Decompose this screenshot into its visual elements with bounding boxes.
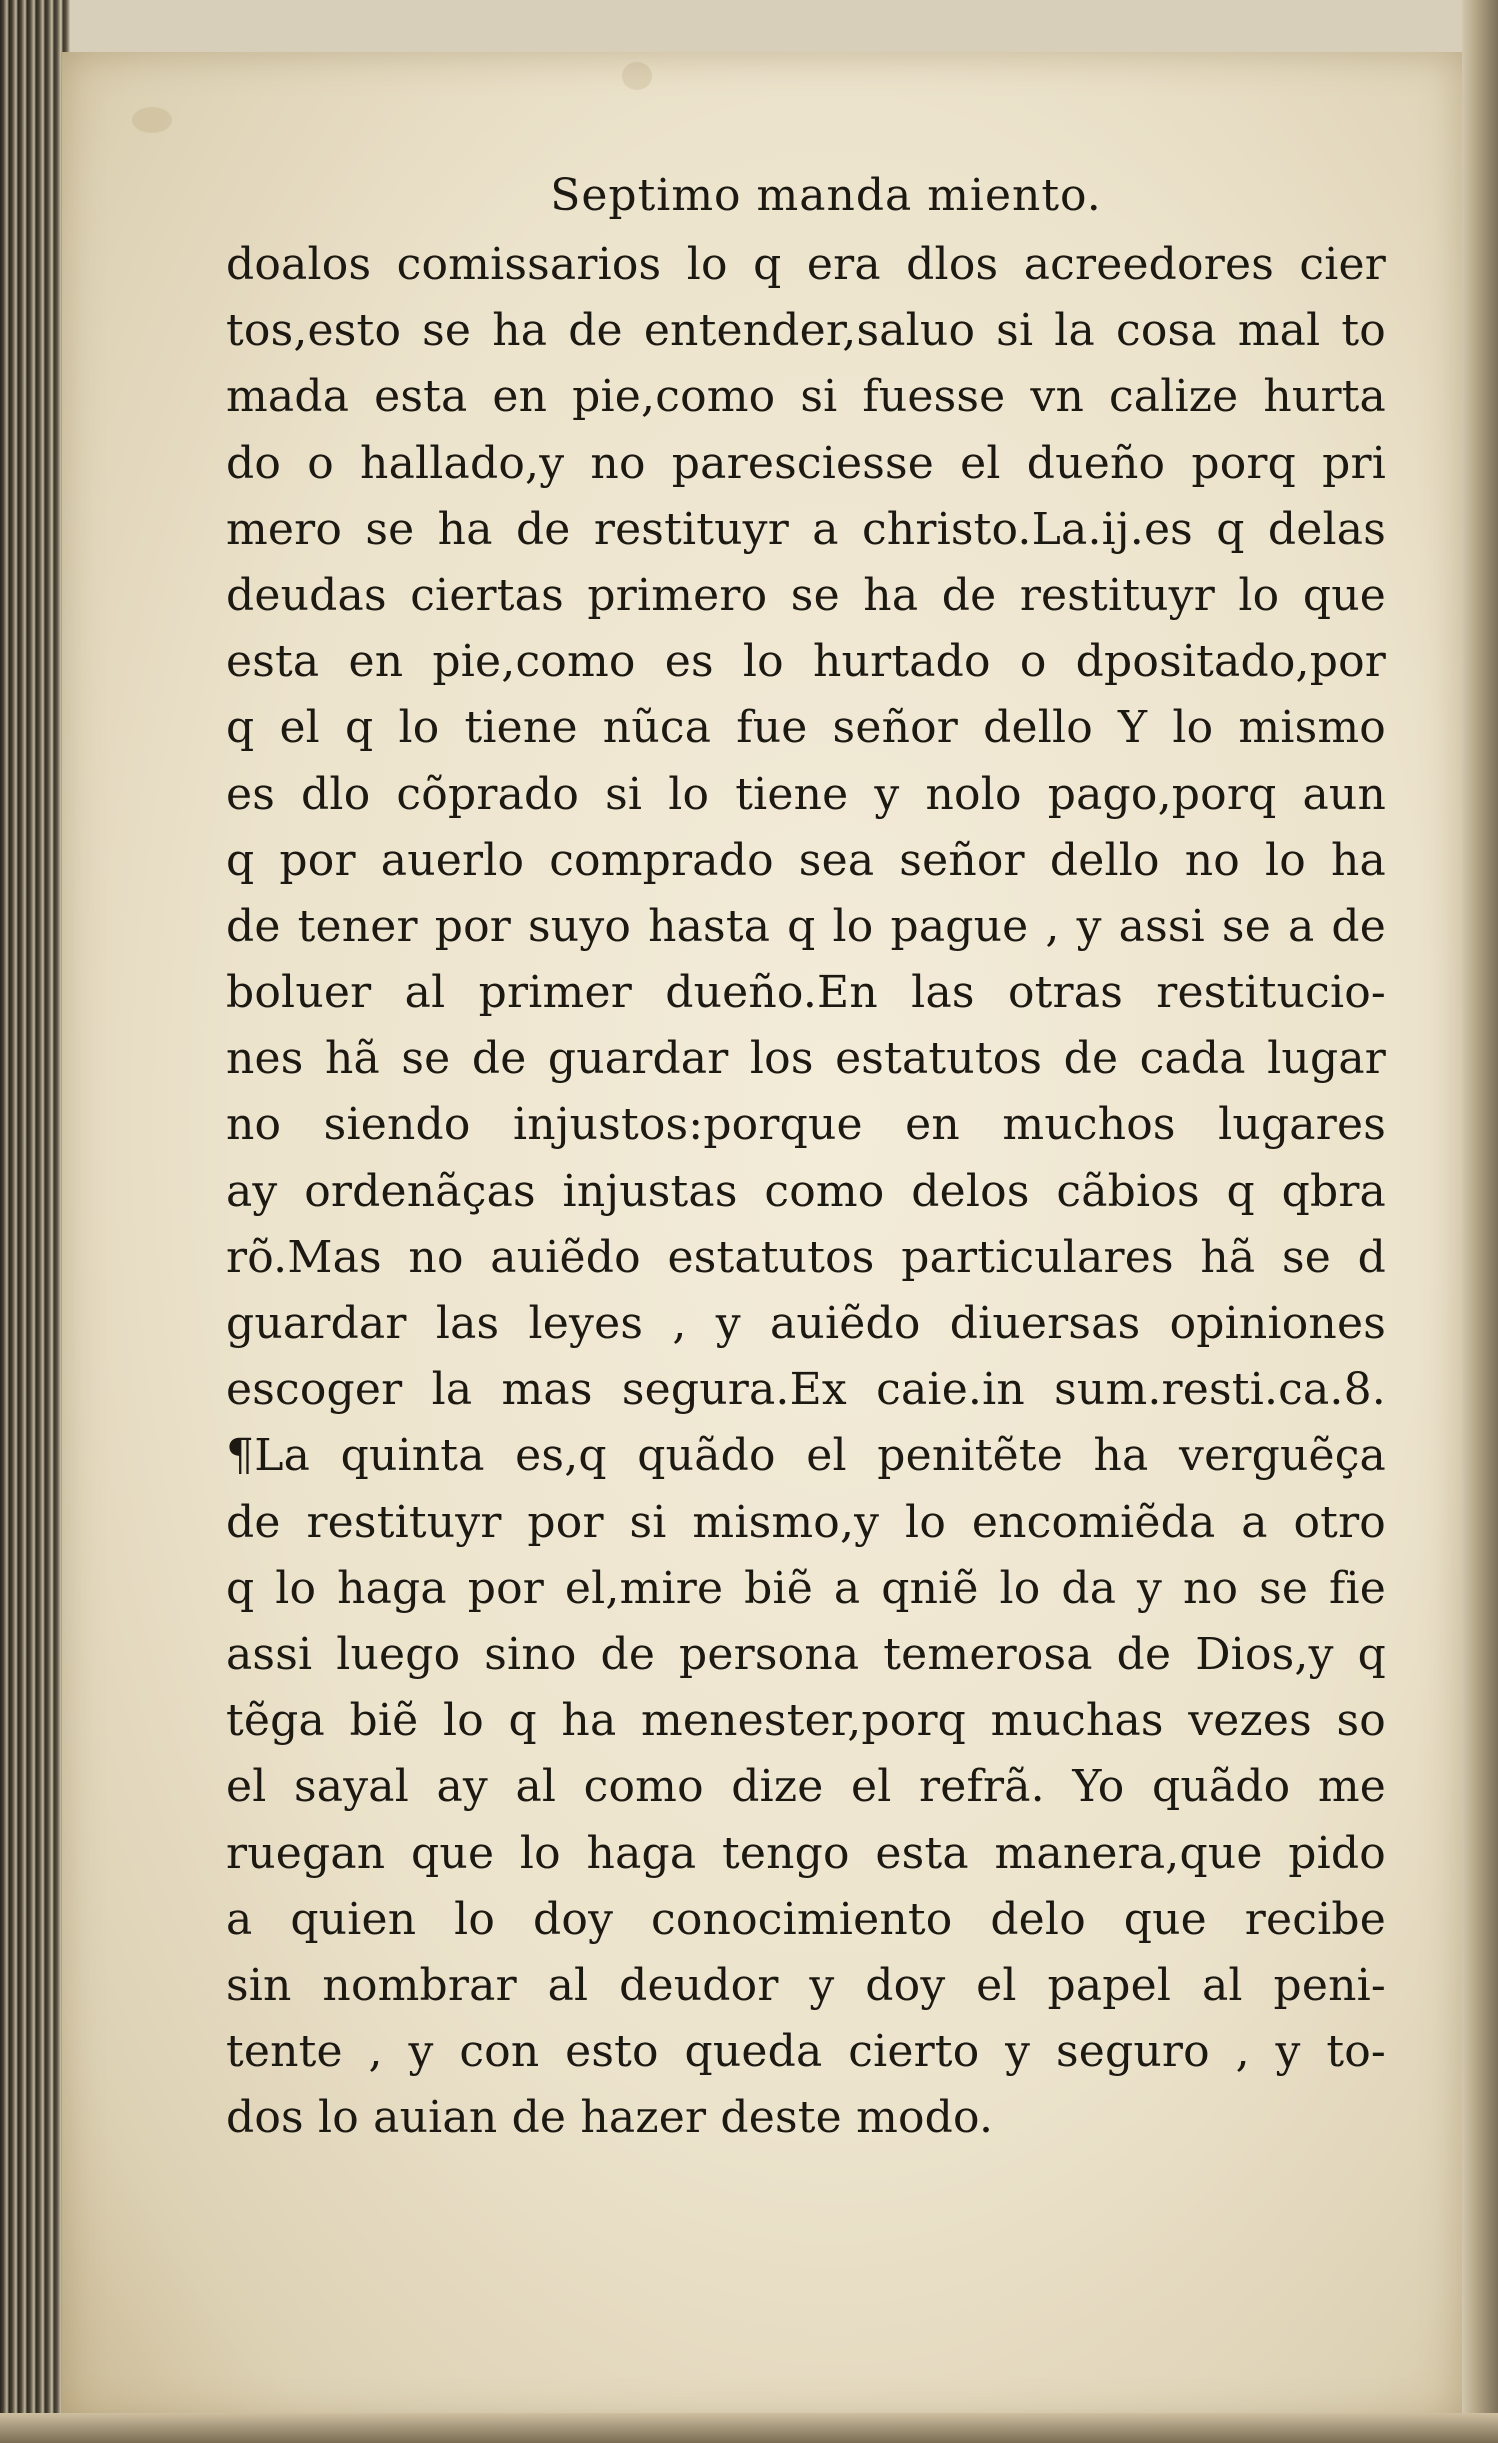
text-line: tente , y con esto queda cierto y seguro , y to- xyxy=(226,2026,1386,2078)
text-line: de tener por suyo hasta q lo pague , y assi se a de xyxy=(226,900,1386,952)
text-line: escoger la mas segura.Ex caie.in sum.resti.ca.8. xyxy=(226,1364,1386,1416)
text-line: es dlo cõprado si lo tiene y nolo pago,porq aun xyxy=(226,768,1386,820)
text-line: el sayal ay al como dize el refrã. Yo quãdo me xyxy=(226,1761,1386,1813)
text-line: do o hallado,y no paresciesse el dueño porq pri xyxy=(226,437,1386,489)
text-line: ruegan que lo haga tengo esta manera,que pido xyxy=(226,1827,1386,1879)
text-line: assi luego sino de persona temerosa de Dios,y q xyxy=(226,1628,1386,1680)
text-line: esta en pie,como es lo hurtado o dpositado,por xyxy=(226,636,1386,688)
text-line: tos,esto se ha de entender,saluo si la cosa mal to xyxy=(226,305,1386,357)
paper-stain xyxy=(622,62,652,90)
text-line: q el q lo tiene nũca fue señor dello Y lo mismo xyxy=(226,702,1386,754)
text-line: mero se ha de restituyr a christo.La.ij.es q delas xyxy=(226,503,1386,555)
text-line: ¶La quinta es,q quãdo el penitẽte ha verguẽça xyxy=(226,1430,1386,1482)
text-line: ay ordenãças injustas como delos cãbios q qbra xyxy=(226,1165,1386,1217)
text-line: a quien lo doy conocimiento delo que recibe xyxy=(226,1893,1386,1945)
text-line: no siendo injustos:porque en muchos lugares xyxy=(226,1099,1386,1151)
page-bottom-edge xyxy=(0,2413,1498,2443)
body-text xyxy=(226,232,1386,2151)
text-block xyxy=(226,166,1386,2151)
text-line: q lo haga por el,mire biẽ a qniẽ lo da y no se fie xyxy=(226,1562,1386,1614)
text-line: de restituyr por si mismo,y lo encomiẽda a otro xyxy=(226,1496,1386,1548)
text-line: nes hã se de guardar los estatutos de cada lugar xyxy=(226,1033,1386,1085)
text-line: boluer al primer dueño.En las otras restitucio- xyxy=(226,967,1386,1019)
text-line: doalos comissarios lo q era dlos acreedores cier xyxy=(226,239,1386,290)
text-line: guardar las leyes , y auiẽdo diuersas opiniones xyxy=(226,1298,1386,1349)
page-right-edge xyxy=(1462,0,1498,2443)
book-binding-edge xyxy=(0,0,70,2443)
text-line: dos lo auian de hazer deste modo. xyxy=(226,2092,994,2144)
running-head: Septimo manda miento. xyxy=(550,170,1102,221)
paper-stain xyxy=(132,107,172,133)
text-line: deudas ciertas primero se ha de restituyr lo que xyxy=(226,569,1386,621)
text-line: q por auerlo comprado sea señor dello no lo ha xyxy=(226,834,1386,886)
text-line: sin nombrar al deudor y doy el papel al peni- xyxy=(226,1959,1386,2011)
text-line: mada esta en pie,como si fuesse vn calize hurta xyxy=(226,371,1386,423)
text-line: tẽga biẽ lo q ha menester,porq muchas vezes so xyxy=(226,1695,1386,1747)
text-line: rõ.Mas no auiẽdo estatutos particulares hã se d xyxy=(226,1231,1386,1283)
